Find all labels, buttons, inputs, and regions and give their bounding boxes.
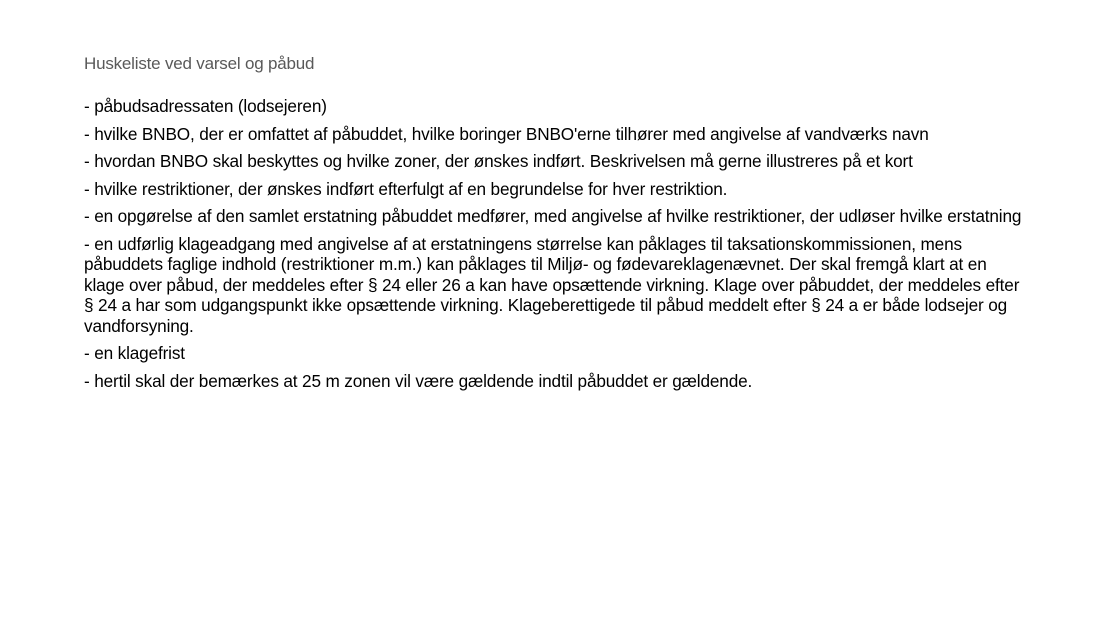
checklist-item-appeal-access: - en udførlig klageadgang med angivelse af at erstatningens størrelse kan påklages til taksationskommissionen, mens påbuddets faglige indhold (restriktioner m.m.) kan påklages til Miljø- og fødevareklagenævnet. Der skal fremgå klart at en klage over påbud, der meddeles efter § 24 eller 26 a kan have opsættende virkning. Klage over påbuddet, der meddeles efter § 24 a har som udgangspunkt ikke opsættende virkning. Klageberettigede til påbud meddelt efter § 24 a er både lodsejer og vandforsyning. — [84, 233, 1020, 336]
checklist-item-appeal-deadline: - en klagefrist — [84, 343, 185, 363]
checklist-item-restrictions: - hvilke restriktioner, der ønskes indført efterfulgt af en begrundelse for hver restriktion. — [84, 178, 728, 199]
checklist-item-protection-zones: - hvordan BNBO skal beskyttes og hvilke zoner, der ønskes indført. Beskrivelsen må gerne illustreres på et kort — [84, 151, 913, 171]
slide-title: Huskeliste ved varsel og påbud — [84, 54, 315, 73]
checklist-item-compensation: - en opgørelse af den samlet erstatning påbuddet medfører, med angivelse af hvilke restriktioner, der udløser hvilke erstatning — [84, 206, 1022, 226]
checklist-item-addressee: - påbudsadressaten (lodsejeren) — [84, 96, 327, 116]
checklist-item-25m-zone: - hertil skal der bemærkes at 25 m zonen vil være gældende indtil påbuddet er gældende. — [84, 370, 753, 391]
checklist — [84, 96, 1024, 398]
checklist-item-bnbo-scope: - hvilke BNBO, der er omfattet af påbuddet, hvilke boringer BNBO'erne tilhører med angivelse af vandværks navn — [84, 123, 929, 144]
